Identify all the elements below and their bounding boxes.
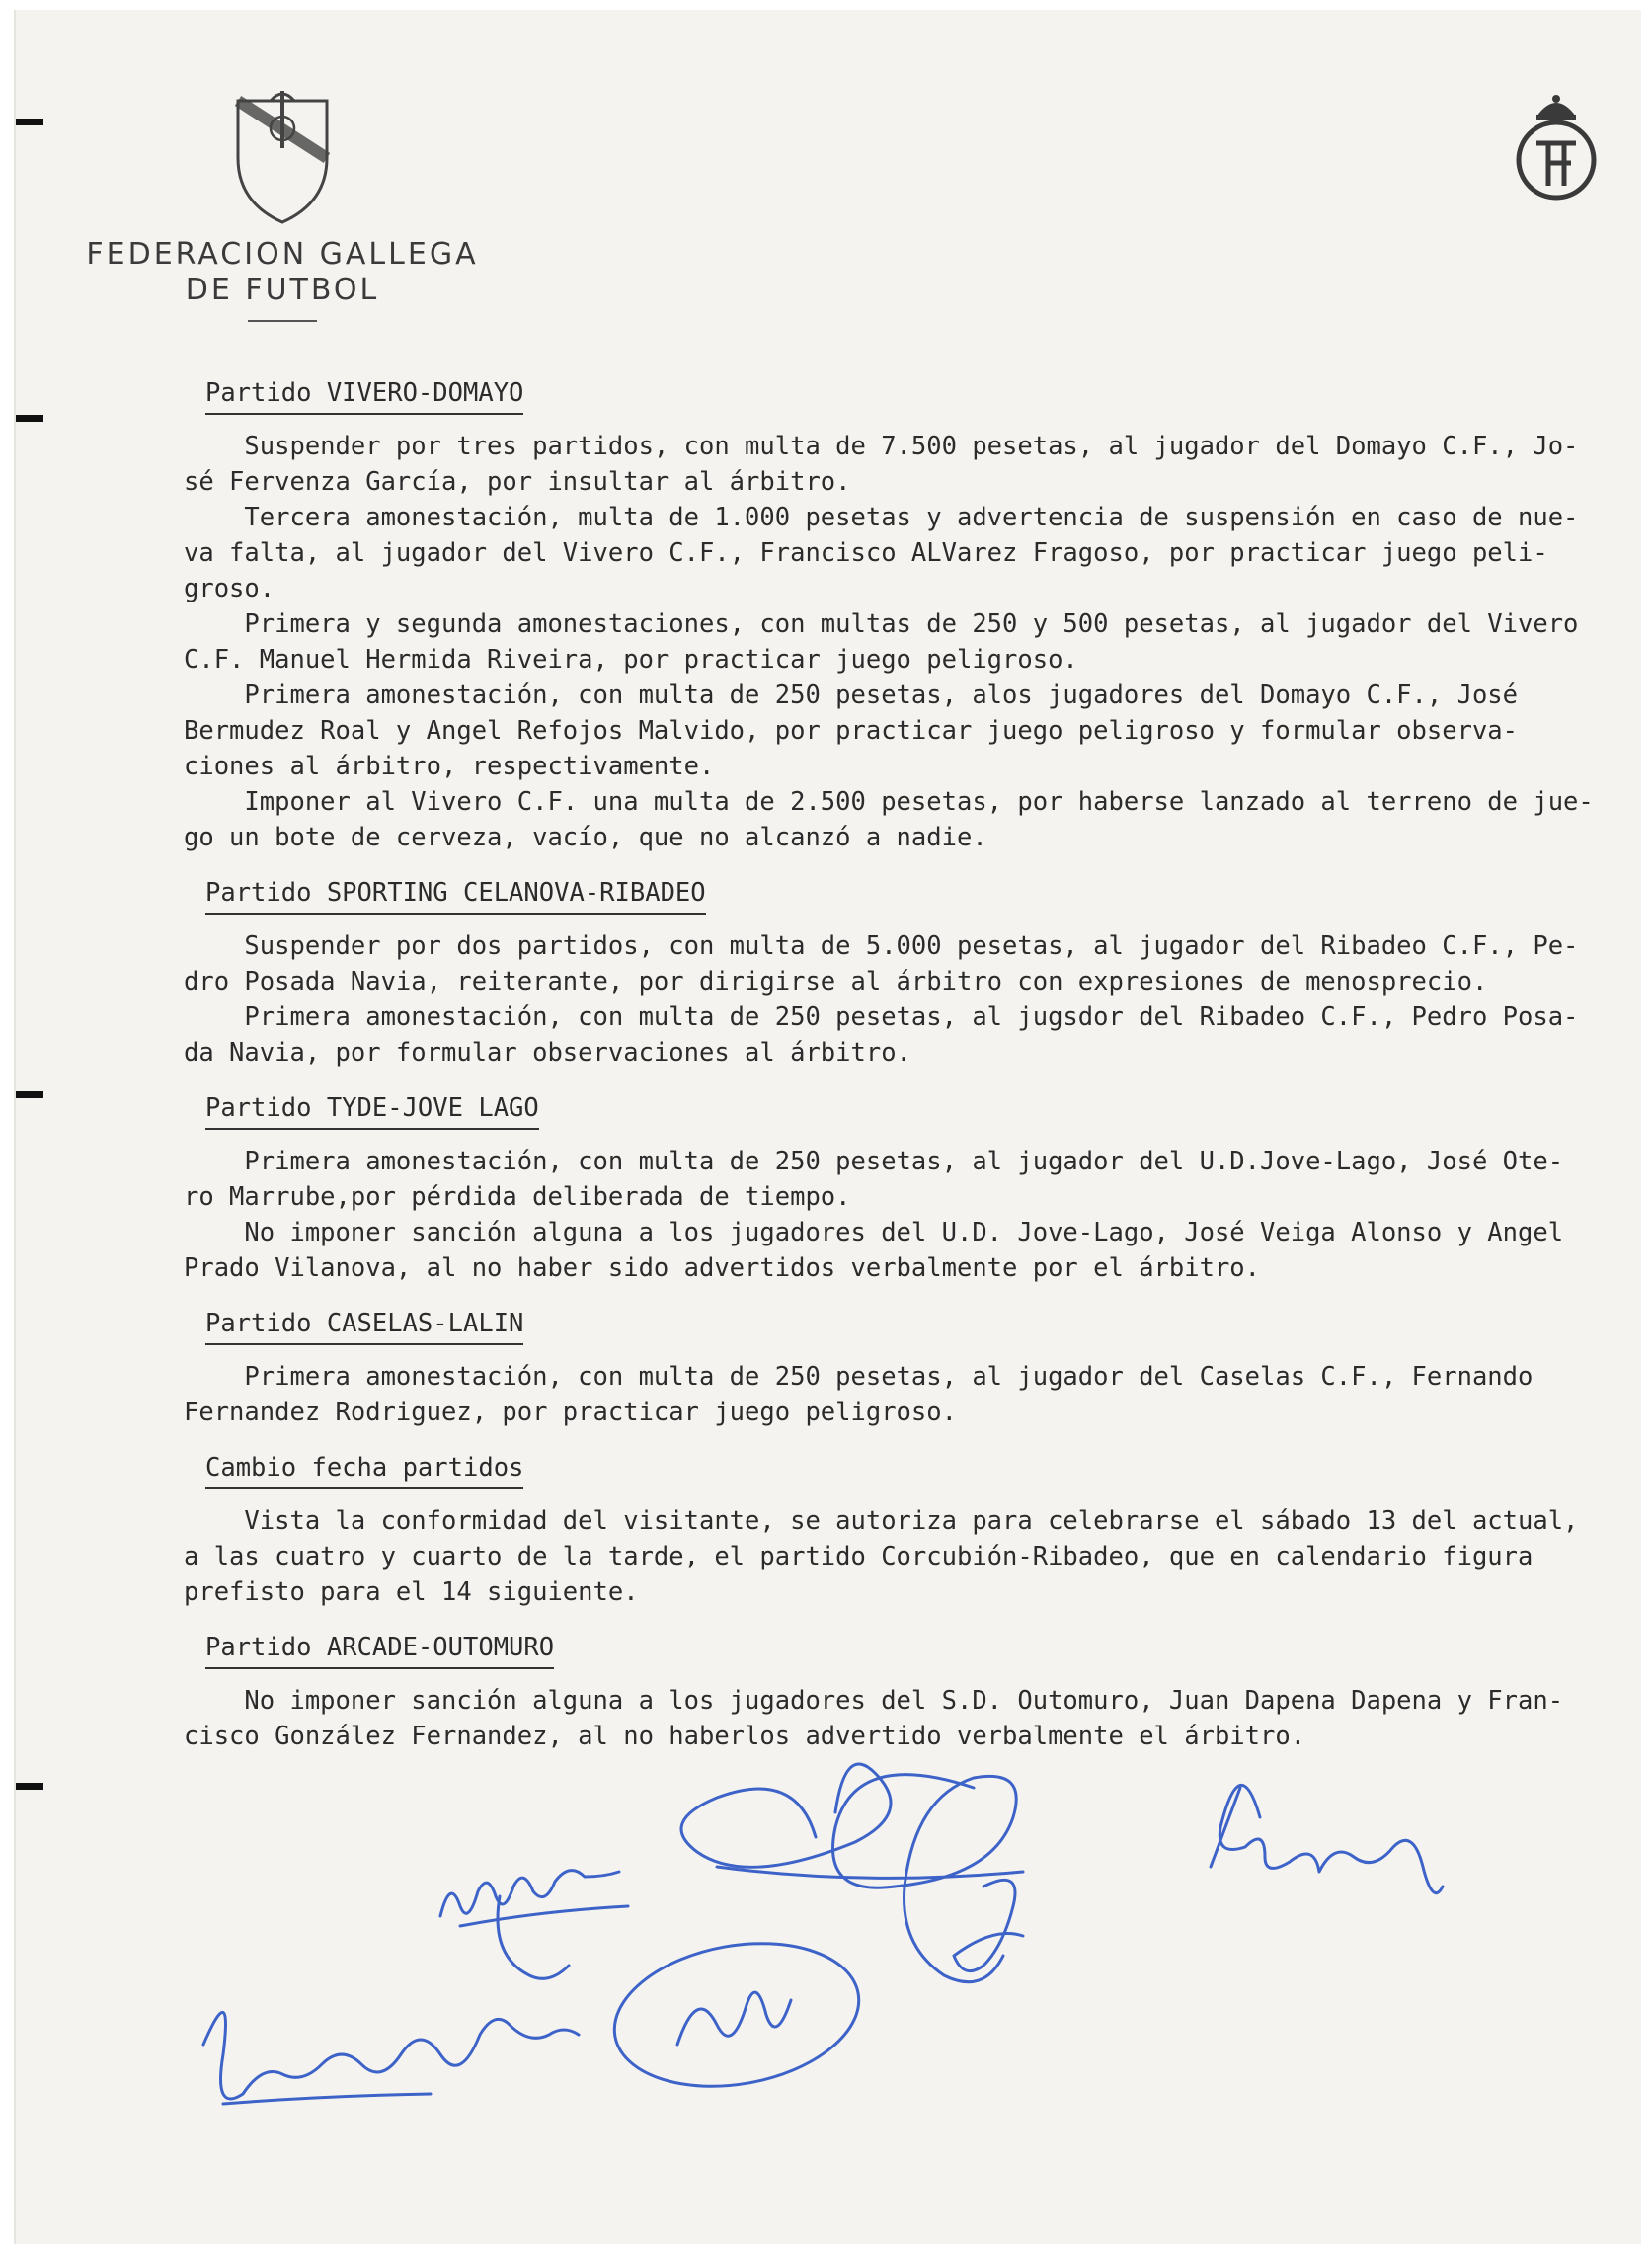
federation-emblem bbox=[1507, 89, 1606, 207]
section-heading: Partido SPORTING CELANOVA-RIBADEO bbox=[205, 875, 706, 915]
federation-shield-icon bbox=[228, 89, 337, 227]
text-line: Primera amonestación, con multa de 250 pesetas, al jugsdor del Ribadeo C.F., Pedro Posa- bbox=[184, 1003, 1579, 1032]
section-heading: Partido ARCADE-OUTOMURO bbox=[205, 1630, 554, 1669]
text-line: Primera y segunda amonestaciones, con multas de 250 y 500 pesetas, al jugador del Vivero bbox=[184, 609, 1579, 639]
text-line: sé Fervenza García, por insultar al árbitro. bbox=[184, 467, 851, 497]
text-line: Primera amonestación, con multa de 250 pesetas, alos jugadores del Domayo C.F., José bbox=[184, 681, 1519, 710]
document-section bbox=[184, 1306, 1645, 1430]
text-line: No imponer sanción alguna a los jugadores del S.D. Outomuro, Juan Dapena Dapena y Fran- bbox=[184, 1686, 1564, 1716]
binder-mark bbox=[16, 119, 43, 125]
section-heading: Partido CASELAS-LALIN bbox=[205, 1306, 523, 1345]
text-line: dro Posada Navia, reiterante, por dirigirse al árbitro con expresiones de menosprecio. bbox=[184, 967, 1488, 997]
text-line: Bermudez Roal y Angel Refojos Malvido, por practicar juego peligroso y formular observa- bbox=[184, 716, 1519, 746]
document-section bbox=[184, 875, 1645, 1071]
text-line: a las cuatro y cuarto de la tarde, el partido Corcubión-Ribadeo, que en calendario figura bbox=[184, 1542, 1534, 1571]
text-line: Prado Vilanova, al no haber sido advertidos verbalmente por el árbitro. bbox=[184, 1253, 1261, 1283]
binder-mark bbox=[16, 415, 43, 422]
text-line: Primera amonestación, con multa de 250 pesetas, al jugador del Caselas C.F., Fernando bbox=[184, 1362, 1534, 1392]
crown-emblem-icon bbox=[1507, 89, 1606, 202]
text-line: da Navia, por formular observaciones al árbitro. bbox=[184, 1038, 911, 1068]
text-line: ro Marrube,por pérdida deliberada de tiempo. bbox=[184, 1182, 851, 1212]
signatures bbox=[164, 1758, 1596, 2183]
text-line: Tercera amonestación, multa de 1.000 pesetas y advertencia de suspensión en caso de nue- bbox=[184, 503, 1579, 532]
section-heading: Partido VIVERO-DOMAYO bbox=[205, 375, 523, 415]
text-line: Fernandez Rodriguez, por practicar juego peligroso. bbox=[184, 1398, 957, 1427]
binder-mark bbox=[16, 1783, 43, 1790]
section-heading: Partido TYDE-JOVE LAGO bbox=[205, 1090, 539, 1130]
document-section bbox=[184, 375, 1645, 855]
text-line: va falta, al jugador del Vivero C.F., Francisco ALVarez Fragoso, por practicar juego peli- bbox=[184, 538, 1548, 568]
text-line: prefisto para el 14 siguiente. bbox=[184, 1577, 639, 1607]
text-line: No imponer sanción alguna a los jugadores del U.D. Jove-Lago, José Veiga Alonso y Angel bbox=[184, 1218, 1564, 1247]
org-name-line1: FEDERACION GALLEGA bbox=[86, 237, 479, 272]
text-line: Suspender por tres partidos, con multa de 7.500 pesetas, al jugador del Domayo C.F., Jo- bbox=[184, 432, 1579, 461]
section-heading: Cambio fecha partidos bbox=[205, 1450, 523, 1489]
document-page bbox=[14, 10, 1641, 2244]
document-section bbox=[184, 1450, 1645, 1610]
binder-mark bbox=[16, 1091, 43, 1098]
header-divider bbox=[248, 320, 317, 322]
text-line: ciones al árbitro, respectivamente. bbox=[184, 752, 715, 781]
text-line: Suspender por dos partidos, con multa de 5.000 pesetas, al jugador del Ribadeo C.F., Pe- bbox=[184, 931, 1579, 961]
document-body bbox=[184, 375, 1645, 1774]
text-line: Vista la conformidad del visitante, se autoriza para celebrarse el sábado 13 del actual, bbox=[184, 1506, 1579, 1536]
text-line: cisco González Fernandez, al no haberlos advertido verbalmente el árbitro. bbox=[184, 1722, 1306, 1751]
document-section bbox=[184, 1090, 1645, 1286]
text-line: groso. bbox=[184, 574, 275, 603]
text-line: Imponer al Vivero C.F. una multa de 2.500 pesetas, por haberse lanzado al terreno de jue- bbox=[184, 787, 1594, 817]
text-line: go un bote de cerveza, vacío, que no alcanzó a nadie. bbox=[184, 823, 987, 852]
letterhead bbox=[75, 89, 490, 322]
org-name-line2: DE FUTBOL bbox=[185, 273, 380, 307]
text-line: Primera amonestación, con multa de 250 pesetas, al jugador del U.D.Jove-Lago, José Ote- bbox=[184, 1147, 1564, 1176]
document-section bbox=[184, 1630, 1645, 1754]
text-line: C.F. Manuel Hermida Riveira, por practicar juego peligroso. bbox=[184, 645, 1078, 675]
